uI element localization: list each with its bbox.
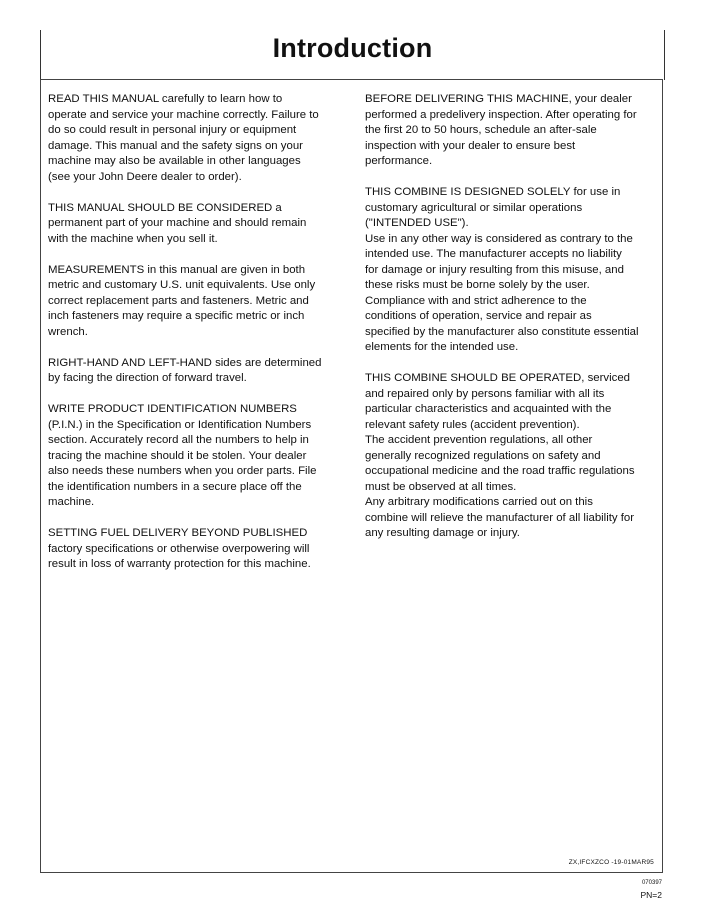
doc-number: 070397 xyxy=(641,880,662,886)
footer-code: ZX,IFCXZCO -19-01MAR95 xyxy=(568,859,654,866)
paragraph-manual-permanent: THIS MANUAL SHOULD BE CONSIDERED a permanent part of your machine and should remain with the machine when you sell it. xyxy=(48,201,307,245)
paragraph-before-delivering: BEFORE DELIVERING THIS MACHINE, your dealer performed a predelivery inspection. After operating for the first 20 to 50 hours, schedule an after-sale inspection with your dealer to ensure best performance. xyxy=(365,93,637,167)
right-column xyxy=(365,92,658,542)
page-number: PN=2 xyxy=(640,890,662,900)
paragraph-right-left-hand: RIGHT-HAND AND LEFT-HAND sides are determined by facing the direction of forward travel. xyxy=(48,356,322,384)
paragraph-pin-numbers: WRITE PRODUCT IDENTIFICATION NUMBERS (P.I.N.) in the Specification or Identification Numbers section. Accurately record all the numbers to help in tracing the machine should it be stolen. Your dealer also needs these numbers when you order parts. File the identification numbers in a secure place off the machine. xyxy=(48,403,317,508)
paragraph-read-manual: READ THIS MANUAL carefully to learn how to operate and service your machine correctly. Failure to do so could result in personal injury or equipment damage. This manual and the safety signs on your machine may also be available in other languages (see your John Deere dealer to order). xyxy=(48,93,319,183)
page-title: Introduction xyxy=(272,33,433,63)
paragraph-operation-safety: THIS COMBINE SHOULD BE OPERATED, serviced and repaired only by persons familiar with all its particular characteristics and acquainted with the relevant safety rules (accident prevention). The accident prevention regulations, all other generally recognized regulations on safety and occupational medicine and the road traffic regulations must be observed at all times. Any arbitrary modifications carried out on this combine will relieve the manufacturer of all liability for any resulting damage or injury. xyxy=(365,372,635,539)
content-box xyxy=(40,79,663,873)
paragraph-intended-use: THIS COMBINE IS DESIGNED SOLELY for use in customary agricultural or similar operations ("INTENDED USE"). Use in any other way is considered as contrary to the intended use. The manufacturer accepts no liability for damage or injury resulting from this misuse, and these risks must be borne solely by the user. Compliance with and strict adherence to the conditions of operation, service and repair as specified by the manufacturer also constitute essential elements for the intended use. xyxy=(365,186,639,353)
paragraph-fuel-delivery: SETTING FUEL DELIVERY BEYOND PUBLISHED factory specifications or otherwise overpowering will result in loss of warranty protection for this machine. xyxy=(48,527,311,570)
paragraph-measurements: MEASUREMENTS in this manual are given in both metric and customary U.S. unit equivalents. Use only correct replacement parts and fasteners. Metric and inch fasteners may require a specific metric or inch wrench. xyxy=(48,263,316,338)
left-column xyxy=(48,92,341,573)
